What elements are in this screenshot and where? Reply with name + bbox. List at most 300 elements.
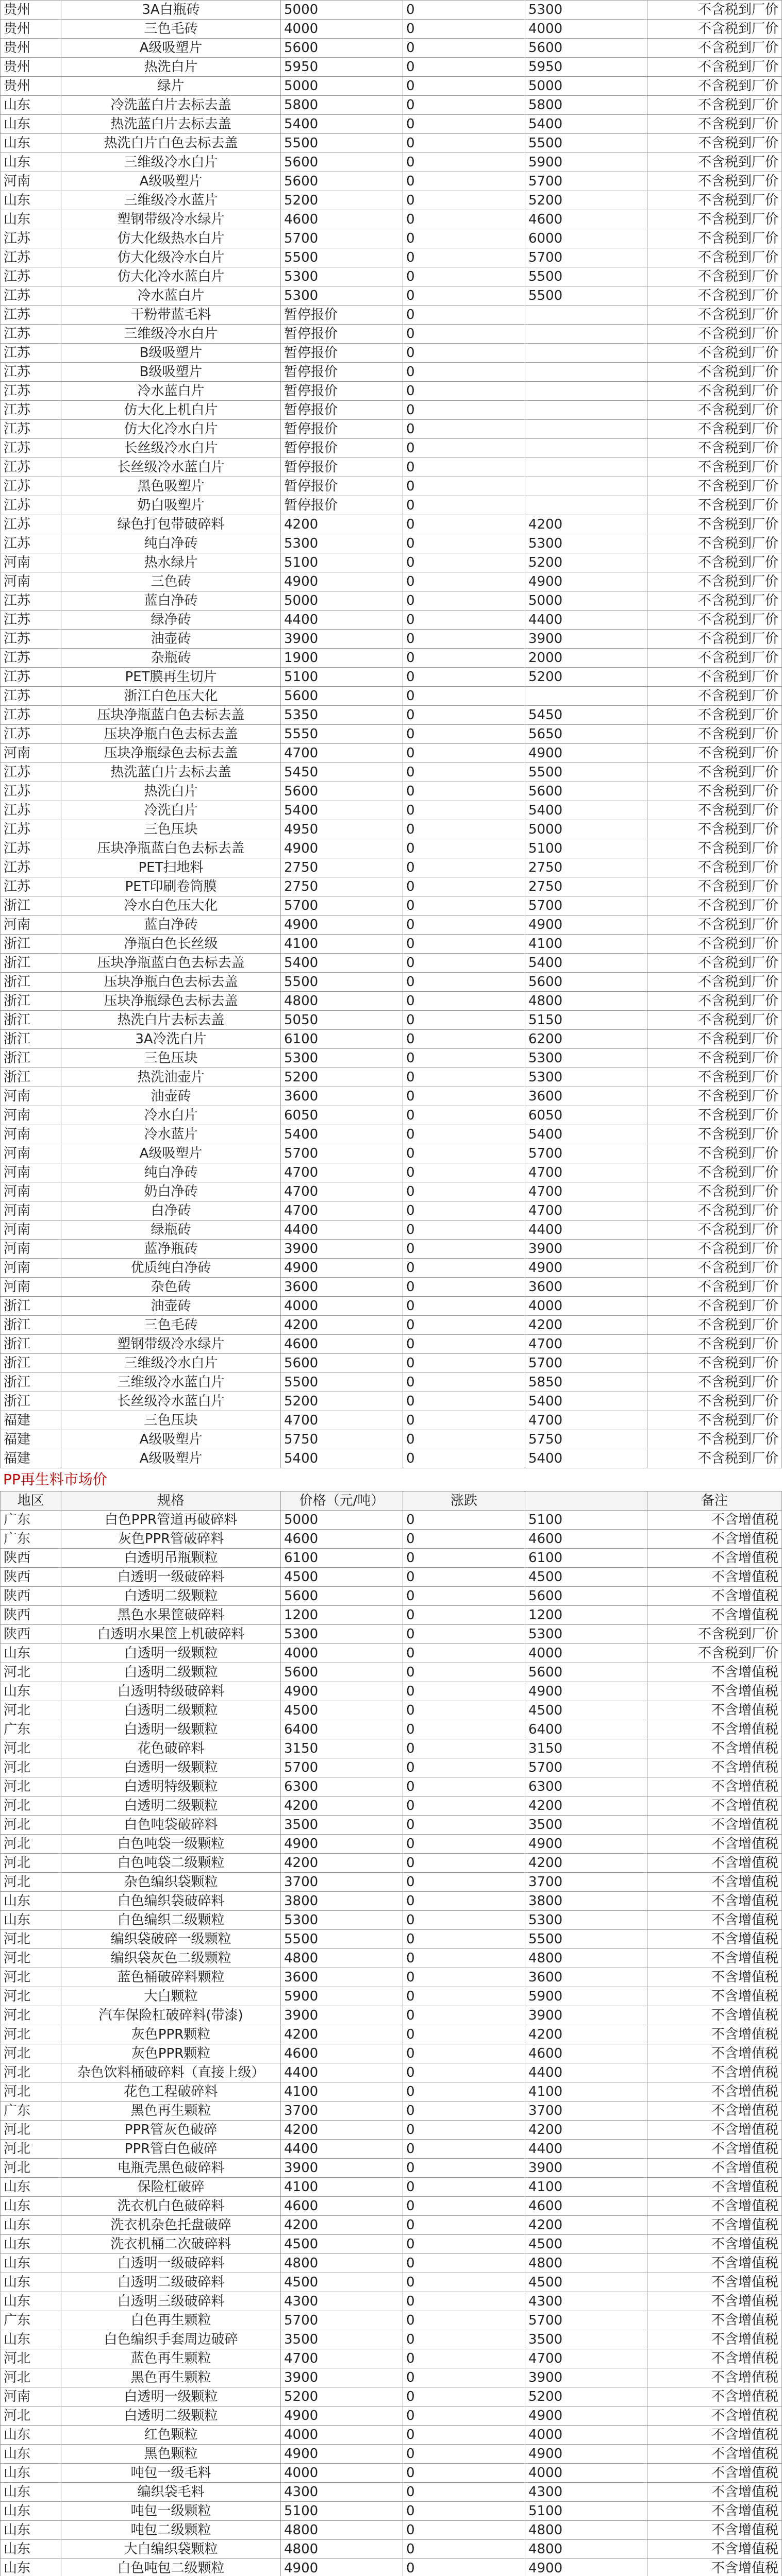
cell-product: PET印刷卷筒膜	[61, 877, 281, 896]
cell-note: 不含税到厂价	[647, 458, 782, 477]
cell-note: 不含税到厂价	[647, 115, 782, 134]
cell-change: 0	[403, 2025, 525, 2044]
cell-change: 0	[403, 649, 525, 668]
cell-price-high: 5300	[525, 1049, 647, 1068]
cell-price: 4900	[281, 2406, 403, 2426]
cell-product: 压块净瓶蓝白色去标去盖	[61, 839, 281, 858]
cell-product: 仿大化冷水白片	[61, 420, 281, 439]
cell-region: 河南	[1, 1240, 61, 1259]
cell-price: 5000	[281, 591, 403, 611]
table-row	[1, 1049, 782, 1068]
cell-change: 0	[403, 916, 525, 935]
cell-product: 油壶砖	[61, 1297, 281, 1316]
cell-price-high: 5150	[525, 1011, 647, 1030]
cell-price: 暂停报价	[281, 439, 403, 458]
cell-price: 4500	[281, 1568, 403, 1587]
cell-price-high: 5500	[525, 267, 647, 286]
cell-note: 不含税到厂价	[647, 935, 782, 954]
cell-region: 贵州	[1, 20, 61, 39]
cell-price-high: 5700	[525, 1758, 647, 1777]
cell-price-high: 5200	[525, 2387, 647, 2406]
header-spec: 规格	[61, 1492, 281, 1511]
cell-product: 冷水蓝片	[61, 1125, 281, 1144]
cell-region: 山东	[1, 2178, 61, 2197]
cell-change: 0	[403, 2082, 525, 2102]
cell-product: 压块净瓶白色去标去盖	[61, 725, 281, 744]
cell-change: 0	[403, 248, 525, 267]
cell-note: 不含税到厂价	[647, 1163, 782, 1182]
cell-region: 河北	[1, 1987, 61, 2006]
table-row	[1, 286, 782, 306]
cell-region: 河南	[1, 1087, 61, 1106]
cell-product: 洗衣机白色破碎料	[61, 2197, 281, 2216]
table-row	[1, 210, 782, 229]
table-row	[1, 96, 782, 115]
cell-change: 0	[403, 1354, 525, 1373]
cell-price: 5550	[281, 725, 403, 744]
cell-region: 江苏	[1, 363, 61, 382]
table-row	[1, 2159, 782, 2178]
cell-product: 白色编织袋破碎料	[61, 1892, 281, 1911]
table-row	[1, 1068, 782, 1087]
cell-price: 3600	[281, 1968, 403, 1987]
cell-price-high: 6400	[525, 1720, 647, 1739]
cell-product: 奶白吸塑片	[61, 496, 281, 515]
cell-price-high: 5200	[525, 553, 647, 572]
table-row	[1, 1835, 782, 1854]
cell-change: 0	[403, 1392, 525, 1411]
cell-note: 不含税到厂价	[647, 896, 782, 916]
cell-note: 不含税到厂价	[647, 534, 782, 553]
cell-product: 白透明特级破碎料	[61, 1682, 281, 1701]
cell-price: 5500	[281, 248, 403, 267]
table-row	[1, 1316, 782, 1335]
cell-change: 0	[403, 2521, 525, 2540]
cell-price: 暂停报价	[281, 458, 403, 477]
table-row	[1, 1911, 782, 1930]
cell-change: 0	[403, 1163, 525, 1182]
cell-product: 杂色饮料桶破碎料（直接上级）	[61, 2063, 281, 2082]
cell-price-high: 4900	[525, 2445, 647, 2464]
cell-price-high: 3500	[525, 1816, 647, 1835]
cell-price-high: 3150	[525, 1739, 647, 1758]
cell-price-high	[525, 496, 647, 515]
table-row	[1, 477, 782, 496]
cell-product: 花色工程破碎料	[61, 2082, 281, 2102]
cell-note: 不含税到厂价	[647, 363, 782, 382]
table-row	[1, 1587, 782, 1606]
cell-product: 热洗蓝白片去标去盖	[61, 763, 281, 782]
cell-product: 白透明特级颗粒	[61, 1777, 281, 1797]
cell-product: 仿大化上机白片	[61, 401, 281, 420]
table-row	[1, 229, 782, 248]
cell-change: 0	[403, 58, 525, 77]
cell-change: 0	[403, 2197, 525, 2216]
cell-product: 长丝级冷水白片	[61, 439, 281, 458]
cell-change: 0	[403, 1125, 525, 1144]
cell-price-high: 6200	[525, 1030, 647, 1049]
cell-price-high: 5200	[525, 191, 647, 210]
cell-region: 山东	[1, 134, 61, 153]
cell-price: 4600	[281, 1530, 403, 1549]
cell-product: 白色吨袋一级颗粒	[61, 1835, 281, 1854]
cell-price: 5700	[281, 1758, 403, 1777]
cell-change: 0	[403, 706, 525, 725]
cell-change: 0	[403, 458, 525, 477]
cell-product: 杂瓶砖	[61, 649, 281, 668]
table-row	[1, 744, 782, 763]
cell-region: 山东	[1, 1911, 61, 1930]
cell-region: 江苏	[1, 515, 61, 534]
table-row	[1, 668, 782, 687]
cell-region: 浙江	[1, 1354, 61, 1373]
cell-note: 不含增值税	[647, 2387, 782, 2406]
cell-price: 4200	[281, 1854, 403, 1873]
cell-change: 0	[403, 496, 525, 515]
cell-note: 不含增值税	[647, 2006, 782, 2025]
cell-price: 4400	[281, 611, 403, 630]
cell-product: 白色吨袋破碎料	[61, 1816, 281, 1835]
cell-product: 蓝色桶破碎料颗粒	[61, 1968, 281, 1987]
cell-price-high: 5400	[525, 801, 647, 820]
cell-note: 不含增值税	[647, 1911, 782, 1930]
cell-price-high: 5300	[525, 1911, 647, 1930]
cell-region: 河北	[1, 1835, 61, 1854]
cell-price: 5450	[281, 763, 403, 782]
cell-price: 4200	[281, 2025, 403, 2044]
cell-region: 江苏	[1, 649, 61, 668]
cell-region: 江苏	[1, 306, 61, 325]
cell-note: 不含增值税	[647, 1987, 782, 2006]
cell-note: 不含税到厂价	[647, 248, 782, 267]
table-row	[1, 611, 782, 630]
table-row	[1, 1411, 782, 1430]
table-row	[1, 2540, 782, 2559]
cell-change: 0	[403, 2178, 525, 2197]
cell-region: 浙江	[1, 1068, 61, 1087]
cell-product: 灰色PPR颗粒	[61, 2044, 281, 2063]
cell-price: 4800	[281, 2540, 403, 2559]
cell-region: 江苏	[1, 706, 61, 725]
cell-product: 三色毛砖	[61, 1316, 281, 1335]
cell-product: 白色吨袋二级颗粒	[61, 1854, 281, 1873]
cell-change: 0	[403, 1449, 525, 1468]
cell-change: 0	[403, 210, 525, 229]
cell-product: 黑色再生颗粒	[61, 2368, 281, 2387]
cell-price-high	[525, 420, 647, 439]
cell-note: 不含税到厂价	[647, 992, 782, 1011]
cell-region: 贵州	[1, 1, 61, 20]
cell-price: 5500	[281, 973, 403, 992]
cell-region: 江苏	[1, 401, 61, 420]
table-row	[1, 382, 782, 401]
cell-product: 洗衣机桶二次破碎料	[61, 2235, 281, 2254]
cell-note: 不含税到厂价	[647, 1, 782, 20]
cell-note: 不含税到厂价	[647, 306, 782, 325]
cell-price: 4600	[281, 2197, 403, 2216]
cell-product: 白透明二级颗粒	[61, 2406, 281, 2426]
cell-change: 0	[403, 2006, 525, 2025]
cell-price: 5700	[281, 1144, 403, 1163]
cell-product: 灰色PPR颗粒	[61, 2025, 281, 2044]
cell-product: 蓝色再生颗粒	[61, 2349, 281, 2368]
cell-region: 山东	[1, 2426, 61, 2445]
cell-price: 5500	[281, 134, 403, 153]
cell-note: 不含税到厂价	[647, 820, 782, 839]
cell-change: 0	[403, 1987, 525, 2006]
cell-note: 不含增值税	[647, 1530, 782, 1549]
cell-change: 0	[403, 763, 525, 782]
cell-region: 山东	[1, 2330, 61, 2349]
cell-note: 不含税到厂价	[647, 20, 782, 39]
cell-price-high: 3900	[525, 1240, 647, 1259]
cell-region: 福建	[1, 1449, 61, 1468]
cell-price-high: 4000	[525, 20, 647, 39]
cell-change: 0	[403, 1087, 525, 1106]
cell-price-high: 4700	[525, 1182, 647, 1201]
table-row	[1, 2368, 782, 2387]
cell-price-high: 3900	[525, 630, 647, 649]
cell-region: 浙江	[1, 1030, 61, 1049]
table-row	[1, 20, 782, 39]
cell-region: 浙江	[1, 992, 61, 1011]
cell-note: 不含增值税	[647, 2102, 782, 2121]
cell-price: 5400	[281, 115, 403, 134]
cell-price-high: 4900	[525, 572, 647, 591]
cell-product: 三维级冷水白片	[61, 325, 281, 344]
cell-note: 不含增值税	[647, 1682, 782, 1701]
cell-change: 0	[403, 515, 525, 534]
cell-change: 0	[403, 2368, 525, 2387]
cell-region: 江苏	[1, 248, 61, 267]
cell-price: 5800	[281, 96, 403, 115]
cell-product: 仿大化级热水白片	[61, 229, 281, 248]
cell-change: 0	[403, 1873, 525, 1892]
cell-product: 黑色水果筐破碎料	[61, 1606, 281, 1625]
cell-note: 不含税到厂价	[647, 153, 782, 172]
cell-change: 0	[403, 1, 525, 20]
cell-note: 不含增值税	[647, 2406, 782, 2426]
cell-note: 不含税到厂价	[647, 1182, 782, 1201]
cell-price: 5600	[281, 153, 403, 172]
cell-change: 0	[403, 1049, 525, 1068]
cell-price-high: 5500	[525, 286, 647, 306]
cell-price: 4400	[281, 2140, 403, 2159]
cell-note: 不含增值税	[647, 1777, 782, 1797]
cell-note: 不含增值税	[647, 2178, 782, 2197]
cell-price-high: 4000	[525, 2426, 647, 2445]
cell-change: 0	[403, 2330, 525, 2349]
cell-region: 浙江	[1, 1049, 61, 1068]
cell-region: 浙江	[1, 1373, 61, 1392]
table-row	[1, 2387, 782, 2406]
cell-change: 0	[403, 420, 525, 439]
cell-price: 5000	[281, 77, 403, 96]
cell-note: 不含税到厂价	[647, 706, 782, 725]
cell-product: 白透明二级颗粒	[61, 1797, 281, 1816]
cell-price: 4900	[281, 572, 403, 591]
cell-region: 山东	[1, 1892, 61, 1911]
cell-note: 不含税到厂价	[647, 954, 782, 973]
cell-price-high: 5100	[525, 839, 647, 858]
table-row	[1, 1240, 782, 1259]
cell-product: 吨包一级颗粒	[61, 2502, 281, 2521]
cell-note: 不含增值税	[647, 1663, 782, 1682]
cell-change: 0	[403, 1816, 525, 1835]
cell-note: 不含税到厂价	[647, 96, 782, 115]
table-row	[1, 725, 782, 744]
cell-price-high: 4000	[525, 2464, 647, 2483]
table-row	[1, 401, 782, 420]
cell-price-high: 4500	[525, 2235, 647, 2254]
cell-price: 3900	[281, 1240, 403, 1259]
cell-price: 5300	[281, 286, 403, 306]
table-row	[1, 1106, 782, 1125]
table-row	[1, 1373, 782, 1392]
cell-note: 不含增值税	[647, 1968, 782, 1987]
cell-change: 0	[403, 1720, 525, 1739]
cell-note: 不含税到厂价	[647, 973, 782, 992]
table-row	[1, 439, 782, 458]
cell-region: 浙江	[1, 896, 61, 916]
cell-price: 暂停报价	[281, 325, 403, 344]
table-row	[1, 2349, 782, 2368]
cell-price: 5700	[281, 896, 403, 916]
cell-region: 山东	[1, 2254, 61, 2273]
cell-region: 山东	[1, 2445, 61, 2464]
cell-change: 0	[403, 306, 525, 325]
cell-product: 汽车保险杠破碎料(带漆)	[61, 2006, 281, 2025]
table-row	[1, 935, 782, 954]
cell-price: 5300	[281, 1911, 403, 1930]
cell-price: 4000	[281, 1297, 403, 1316]
cell-region: 河北	[1, 1758, 61, 1777]
cell-price: 4800	[281, 2521, 403, 2540]
cell-region: 贵州	[1, 77, 61, 96]
table-row	[1, 2521, 782, 2540]
cell-price: 1200	[281, 1606, 403, 1625]
cell-price-high: 5700	[525, 172, 647, 191]
table-row	[1, 515, 782, 534]
cell-product: 干粉带蓝毛料	[61, 306, 281, 325]
cell-change: 0	[403, 1797, 525, 1816]
cell-region: 江苏	[1, 591, 61, 611]
cell-price: 5200	[281, 2387, 403, 2406]
cell-note: 不含税到厂价	[647, 801, 782, 820]
cell-note: 不含增值税	[647, 2559, 782, 2576]
cell-price: 暂停报价	[281, 496, 403, 515]
cell-product: 三维级冷水白片	[61, 153, 281, 172]
cell-region: 河北	[1, 2140, 61, 2159]
table-row	[1, 2121, 782, 2140]
table-row	[1, 1644, 782, 1663]
cell-price-high: 4400	[525, 2140, 647, 2159]
cell-price-high: 5000	[525, 77, 647, 96]
cell-note: 不含增值税	[647, 2063, 782, 2082]
cell-change: 0	[403, 630, 525, 649]
cell-product: 仿大化冷水蓝白片	[61, 267, 281, 286]
cell-price: 5300	[281, 1625, 403, 1644]
cell-note: 不含税到厂价	[647, 1259, 782, 1278]
cell-change: 0	[403, 115, 525, 134]
cell-price-high: 5300	[525, 1, 647, 20]
cell-change: 0	[403, 1068, 525, 1087]
cell-change: 0	[403, 1911, 525, 1930]
cell-change: 0	[403, 1682, 525, 1701]
cell-region: 河北	[1, 1797, 61, 1816]
cell-product: 蓝白净砖	[61, 916, 281, 935]
cell-price-high: 4400	[525, 2063, 647, 2082]
cell-change: 0	[403, 1758, 525, 1777]
cell-change: 0	[403, 2426, 525, 2445]
cell-price: 5100	[281, 2502, 403, 2521]
cell-region: 河北	[1, 1816, 61, 1835]
table-row	[1, 553, 782, 572]
table-row	[1, 916, 782, 935]
table-row	[1, 1530, 782, 1549]
table-row	[1, 77, 782, 96]
cell-price-high: 5300	[525, 534, 647, 553]
table-row	[1, 1873, 782, 1892]
cell-region: 河北	[1, 2121, 61, 2140]
cell-price-high: 6050	[525, 1106, 647, 1125]
cell-change: 0	[403, 229, 525, 248]
table-row	[1, 1682, 782, 1701]
cell-note: 不含增值税	[647, 2197, 782, 2216]
table-row	[1, 1606, 782, 1625]
cell-product: 大白编织袋颗粒	[61, 2540, 281, 2559]
cell-product: 长丝级冷水蓝白片	[61, 458, 281, 477]
cell-note: 不含税到厂价	[647, 668, 782, 687]
cell-region: 贵州	[1, 39, 61, 58]
cell-region: 广东	[1, 2102, 61, 2121]
cell-product: 压块净瓶白色去标去盖	[61, 973, 281, 992]
table-row	[1, 2502, 782, 2521]
cell-region: 陕西	[1, 1587, 61, 1606]
cell-region: 河南	[1, 744, 61, 763]
cell-price-high: 5800	[525, 96, 647, 115]
table-row	[1, 2082, 782, 2102]
cell-region: 江苏	[1, 534, 61, 553]
cell-price: 5500	[281, 1930, 403, 1949]
cell-price-high: 4200	[525, 2216, 647, 2235]
cell-change: 0	[403, 2387, 525, 2406]
table-row	[1, 1278, 782, 1297]
cell-product: 热洗白片白色去标去盖	[61, 134, 281, 153]
cell-note: 不含税到厂价	[647, 1068, 782, 1087]
cell-price: 2750	[281, 858, 403, 877]
cell-price: 3900	[281, 630, 403, 649]
table-row	[1, 134, 782, 153]
cell-product: 白透明一级颗粒	[61, 1758, 281, 1777]
cell-product: 热洗白片	[61, 782, 281, 801]
cell-price-high: 5400	[525, 1449, 647, 1468]
cell-price-high: 4400	[525, 611, 647, 630]
table-row	[1, 172, 782, 191]
table-row	[1, 1449, 782, 1468]
cell-price-high: 4100	[525, 2178, 647, 2197]
table-row	[1, 1011, 782, 1030]
cell-price: 6100	[281, 1549, 403, 1568]
cell-product: 热洗蓝白片去标去盖	[61, 115, 281, 134]
cell-note: 不含增值税	[647, 2273, 782, 2292]
cell-price-high	[525, 458, 647, 477]
cell-change: 0	[403, 1373, 525, 1392]
cell-product: 白色PPR管道再破碎料	[61, 1511, 281, 1530]
cell-price: 4800	[281, 992, 403, 1011]
cell-price-high: 5400	[525, 1125, 647, 1144]
cell-product: 电瓶壳黑色破碎料	[61, 2159, 281, 2178]
